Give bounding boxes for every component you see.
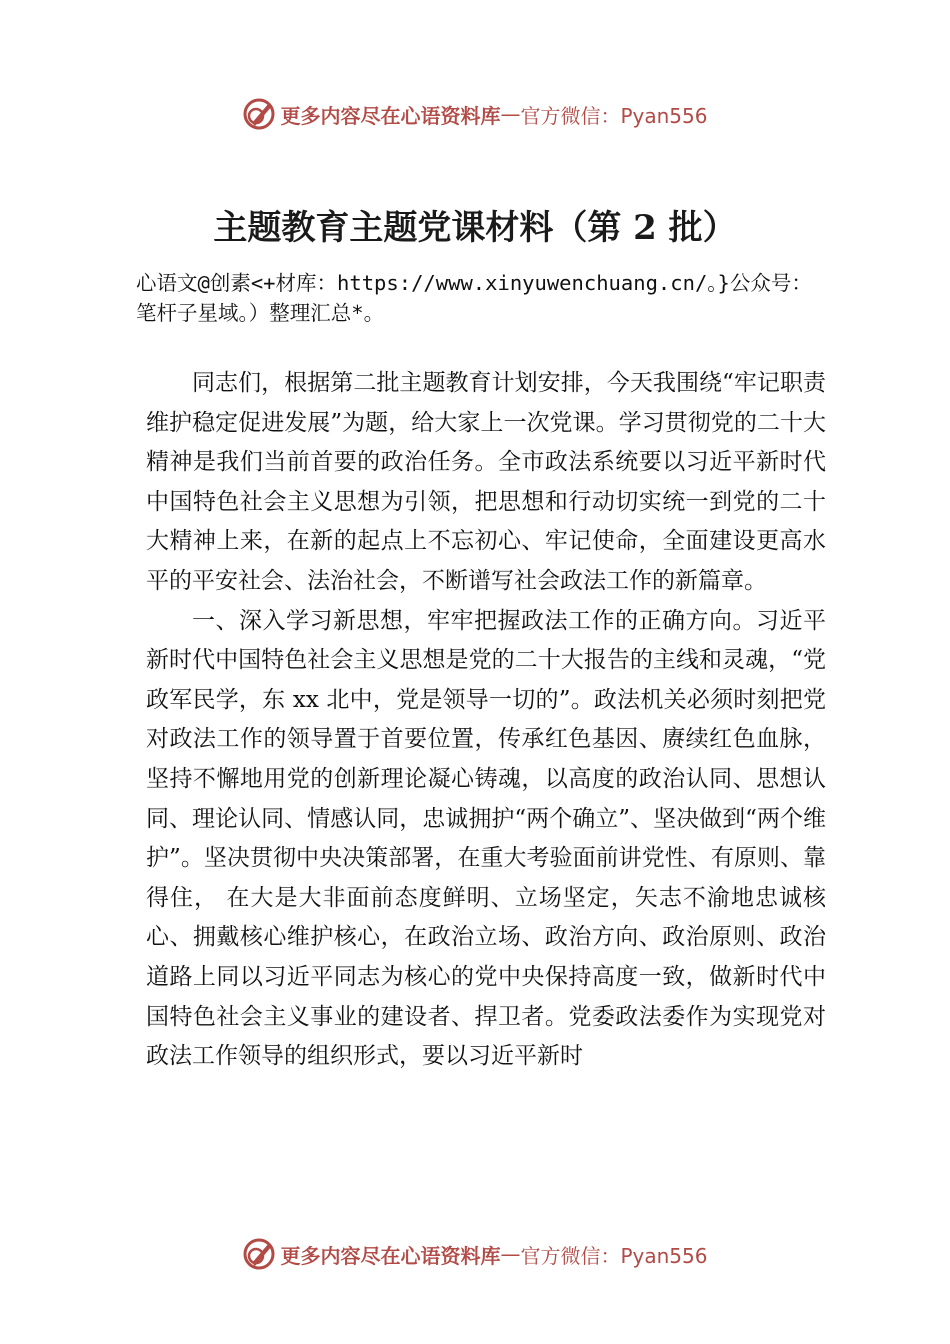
banner-dash: — bbox=[500, 1242, 521, 1266]
source-note: 心语文@创素<+材库：https://www.xinyuwenchuang.cn/。}公众号：笔杆子星域。）整理汇总*。 bbox=[136, 271, 812, 325]
banner-library-text: 更多内容尽在心语资料库 bbox=[280, 1243, 501, 1268]
pen-logo-icon bbox=[242, 97, 276, 131]
paragraph: 同志们，根据第二批主题教育计划安排，今天我围绕“牢记职责维护稳定促进发展”为题，给大家上一次党课。学习贯彻党的二十大精神是我们当前首要的政治任务。全市政法系统要以习近平新时代中国特色社会主义思想为引领，把思想和行动切实统一到党的二十大精神上来，在新的起点上不忘初心、牢记使命，全面建设更高水平的平安社会、法治社会，不断谱写社会政法工作的新篇章。 bbox=[146, 370, 826, 594]
document-title: 主题教育主题党课材料（第 2 批） bbox=[213, 208, 737, 248]
banner-library-text: 更多内容尽在心语资料库 bbox=[280, 103, 501, 128]
banner-wechat-text: 官方微信：Pyan556 bbox=[520, 1243, 708, 1268]
banner-wechat-text: 官方微信：Pyan556 bbox=[520, 103, 708, 128]
header-banner bbox=[0, 94, 950, 134]
banner-dash: — bbox=[500, 102, 521, 126]
footer-banner bbox=[0, 1234, 950, 1274]
paragraph: 一、深入学习新思想，牢牢把握政法工作的正确方向。习近平新时代中国特色社会主义思想是党的二十大报告的主线和灵魂，“党政军民学，东 xx 北中，党是领导一切的”。政法机关必须时刻把党对政法工作的领导置于首要位置，传承红色基因、赓续红色血脉，坚持不懈地用党的创新理论凝心铸魂，以高度的政治认同、思想认同、理论认同、情感认同，忠诚拥护“两个确立”、坚决做到“两个维护”。坚决贯彻中央决策部署，在重大考验面前讲党性、有原则、靠得住， 在大是大非面前态度鲜明、立场坚定，矢志不渝地忠诚核心、拥戴核心维护核心，在政治立场、政治方向、政治原则、政治道路上同以习近平同志为核心的党中央保持高度一致，做新时代中国特色社会主义事业的建设者、捍卫者。党委政法委作为实现党对政法工作领导的组织形式，要以习近平新时 bbox=[146, 607, 826, 1070]
document-body bbox=[146, 364, 826, 1077]
pen-logo-icon bbox=[242, 1237, 276, 1271]
